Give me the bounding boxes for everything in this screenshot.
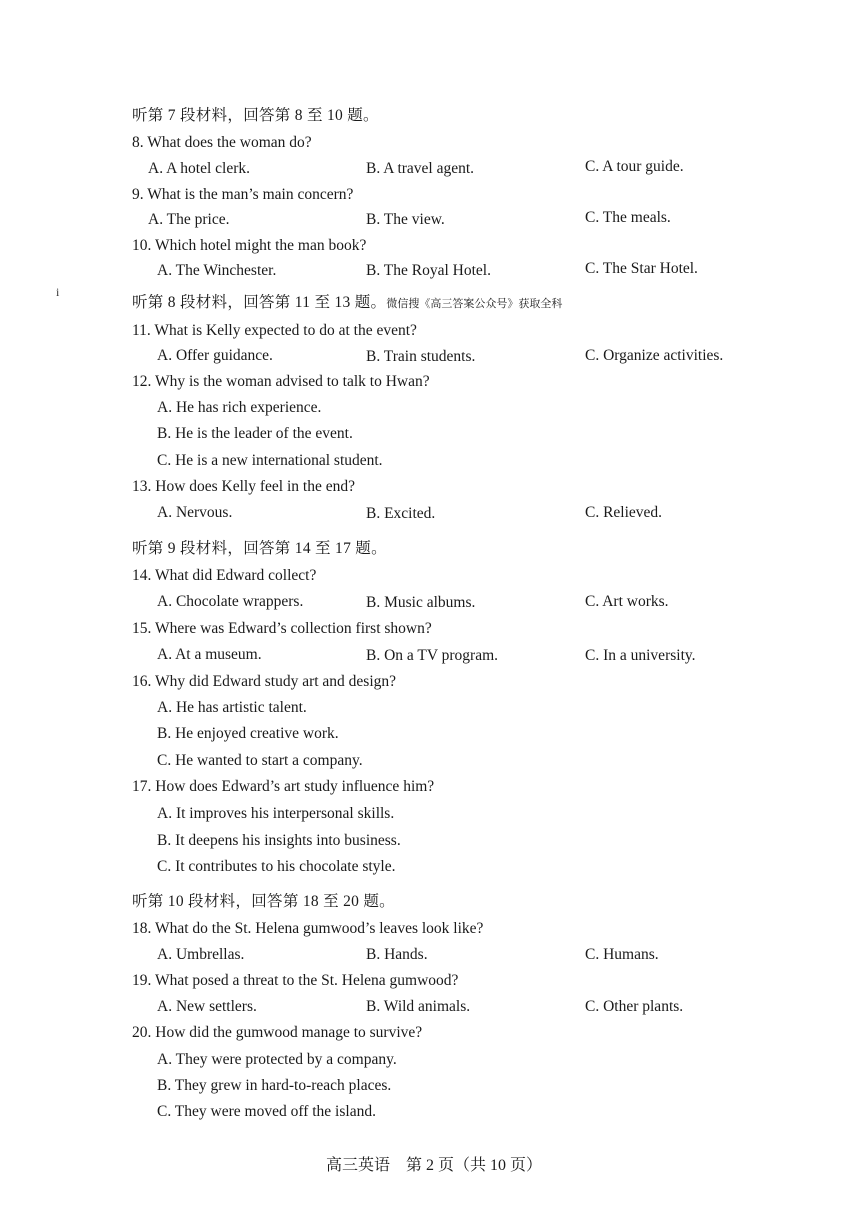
option-c: C. A tour guide. — [585, 158, 684, 175]
option-b: B. He enjoyed creative work. — [157, 725, 339, 742]
option-a: A. Offer guidance. — [157, 347, 273, 364]
section-heading: 听第 8 段材料，回答第 11 至 13 题。微信搜《高三答案公众号》获取全科 — [132, 294, 563, 311]
question-stem: 10. Which hotel might the man book? — [132, 237, 367, 254]
question-stem: 16. Why did Edward study art and design? — [132, 673, 397, 690]
option-a: A. The Winchester. — [157, 262, 277, 279]
question-stem: 19. What posed a threat to the St. Helena gumwood? — [132, 972, 459, 989]
option-b: B. He is the leader of the event. — [157, 425, 353, 442]
question-stem: 15. Where was Edward’s collection first shown? — [132, 620, 432, 637]
option-c: C. The Star Hotel. — [585, 260, 698, 277]
question-stem: 8. What does the woman do? — [132, 134, 312, 151]
option-c: C. They were moved off the island. — [157, 1103, 376, 1120]
section-note: 微信搜《高三答案公众号》获取全科 — [386, 298, 563, 310]
option-a: A. At a museum. — [157, 646, 262, 663]
option-c: C. Humans. — [585, 946, 659, 963]
option-a: A. He has artistic talent. — [157, 699, 307, 716]
question-stem: 11. What is Kelly expected to do at the event? — [132, 322, 417, 339]
option-c: C. He wanted to start a company. — [157, 752, 363, 769]
option-b: B. A travel agent. — [366, 160, 475, 177]
option-a: A. A hotel clerk. — [148, 160, 251, 177]
option-c: C. He is a new international student. — [157, 452, 383, 469]
question-stem: 14. What did Edward collect? — [132, 567, 317, 584]
option-a: A. Chocolate wrappers. — [157, 593, 304, 610]
option-c: C. The meals. — [585, 209, 671, 226]
option-c: C. It contributes to his chocolate style. — [157, 858, 396, 875]
section-heading: 听第 7 段材料，回答第 8 至 10 题。 — [132, 107, 379, 124]
question-stem: 13. How does Kelly feel in the end? — [132, 478, 355, 495]
option-b: B. They grew in hard-to-reach places. — [157, 1077, 392, 1094]
option-b: B. It deepens his insights into business. — [157, 832, 401, 849]
option-b: B. Excited. — [366, 505, 436, 522]
option-b: B. Music albums. — [366, 594, 476, 611]
option-b: B. The Royal Hotel. — [366, 262, 491, 279]
question-stem: 9. What is the man’s main concern? — [132, 186, 354, 203]
option-a: A. It improves his interpersonal skills. — [157, 805, 395, 822]
section-heading: 听第 10 段材料，回答第 18 至 20 题。 — [132, 893, 395, 910]
option-a: A. They were protected by a company. — [157, 1051, 397, 1068]
page-footer: 高三英语 第 2 页（共 10 页） — [325, 1157, 542, 1174]
option-c: C. Organize activities. — [585, 347, 724, 364]
question-stem: 18. What do the St. Helena gumwood’s leaves look like? — [132, 920, 484, 937]
section-heading: 听第 9 段材料，回答第 14 至 17 题。 — [132, 540, 387, 557]
option-a: A. Nervous. — [157, 504, 233, 521]
option-b: B. The view. — [366, 211, 445, 228]
option-c: C. Art works. — [585, 593, 669, 610]
option-b: B. On a TV program. — [366, 647, 499, 664]
option-b: B. Hands. — [366, 946, 428, 963]
option-a: A. The price. — [148, 211, 230, 228]
option-b: B. Wild animals. — [366, 998, 471, 1015]
question-stem: 12. Why is the woman advised to talk to Hwan? — [132, 373, 430, 390]
option-a: A. New settlers. — [157, 998, 257, 1015]
option-b: B. Train students. — [366, 348, 476, 365]
question-stem: 17. How does Edward’s art study influence him? — [132, 778, 435, 795]
question-stem: 20. How did the gumwood manage to survive? — [132, 1024, 423, 1041]
option-a: A. He has rich experience. — [157, 399, 322, 416]
margin-mark: i — [56, 285, 60, 299]
option-c: C. Other plants. — [585, 998, 684, 1015]
option-c: C. Relieved. — [585, 504, 663, 521]
option-c: C. In a university. — [585, 647, 696, 664]
option-a: A. Umbrellas. — [157, 946, 245, 963]
